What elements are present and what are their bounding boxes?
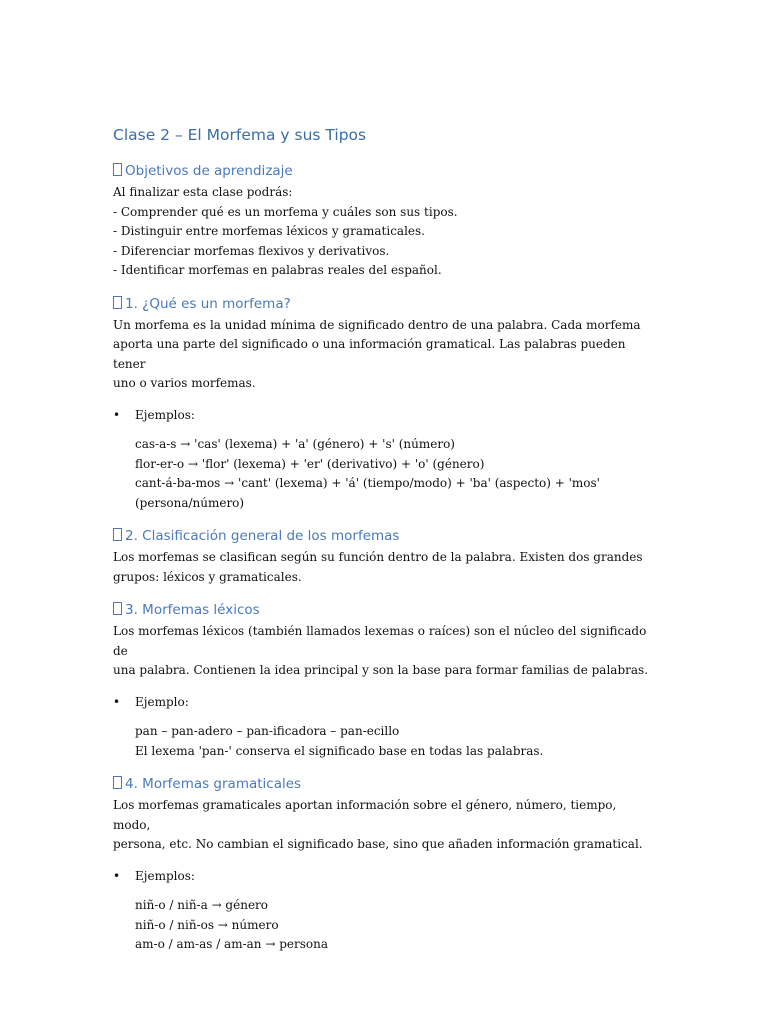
paragraph-line: grupos: léxicos y gramaticales. <box>113 569 302 584</box>
example-line: flor-er-o → 'flor' (lexema) + 'er' (derivativo) + 'o' (género) <box>135 456 485 471</box>
paragraph-line: Los morfemas gramaticales aportan información sobre el género, número, tiempo, modo, <box>113 798 617 832</box>
paragraph-line: persona, etc. No cambian el significado base, sino que añaden información gramatical. <box>113 837 643 851</box>
paragraph-line: - Identificar morfemas en palabras reales del español. <box>113 263 442 277</box>
bullet-item <box>113 693 653 713</box>
section-heading-text: Objetivos de aprendizaje <box>125 163 293 179</box>
example-block <box>135 896 653 955</box>
missing-glyph-icon <box>113 296 122 309</box>
page-title: Clase 2 – El Morfema y sus Tipos <box>113 126 367 144</box>
section-heading-text: 1. ¿Qué es un morfema? <box>125 295 291 312</box>
section-morfemas-lexicos <box>113 600 653 761</box>
bullet-icon: • <box>113 407 121 422</box>
section-heading <box>113 526 653 546</box>
bullet-item <box>113 406 653 426</box>
paragraph-line: - Comprender qué es un morfema y cuáles son sus tipos. <box>113 204 458 219</box>
section-heading <box>113 600 653 620</box>
paragraph-line: Los morfemas se clasifican según su función dentro de la palabra. Existen dos grandes <box>113 550 643 564</box>
paragraph-line: Los morfemas léxicos (también llamados lexemas o raíces) son el núcleo del significado de <box>113 624 647 658</box>
missing-glyph-icon <box>113 776 122 789</box>
bullet-icon: • <box>113 694 121 709</box>
example-line: El lexema 'pan-' conserva el significado base en todas las palabras. <box>135 743 544 758</box>
paragraph-line: - Diferenciar morfemas flexivos y derivativos. <box>113 243 390 258</box>
bullet-label: Ejemplos: <box>135 407 195 422</box>
missing-glyph-icon <box>113 602 122 615</box>
section-heading-text: 3. Morfemas léxicos <box>125 602 260 618</box>
example-line: am-o / am-as / am-an → persona <box>135 937 328 951</box>
document-page <box>113 124 653 968</box>
example-block <box>135 722 653 761</box>
section-morfemas-gramaticales <box>113 774 653 955</box>
paragraph-line: - Distinguir entre morfemas léxicos y gramaticales. <box>113 224 425 238</box>
bullet-label: Ejemplos: <box>135 868 195 883</box>
example-line: niñ-o / niñ-a → género <box>135 898 269 912</box>
paragraph-line: uno o varios morfemas. <box>113 376 256 390</box>
example-line: (persona/número) <box>135 495 245 510</box>
section-objetivos <box>113 161 653 281</box>
paragraph-line: una palabra. Contienen la idea principal y son la base para formar familias de palabras. <box>113 663 649 677</box>
paragraph-line: Al finalizar esta clase podrás: <box>113 185 293 199</box>
section-heading-text: 2. Clasificación general de los morfemas <box>125 528 400 544</box>
example-line: pan – pan-adero – pan-ificadora – pan-ecillo <box>135 724 400 738</box>
section-heading <box>113 161 653 181</box>
paragraph-line: Un morfema es la unidad mínima de significado dentro de una palabra. Cada morfema <box>113 317 641 332</box>
bullet-item <box>113 867 653 887</box>
paragraph-line: aporta una parte del significado o una información gramatical. Las palabras pueden tener <box>113 337 626 371</box>
section-que-es-morfema <box>113 294 653 514</box>
bullet-label: Ejemplo: <box>135 694 189 709</box>
missing-glyph-icon <box>113 528 122 541</box>
example-line: cas-a-s → 'cas' (lexema) + 'a' (género) + 's' (número) <box>135 437 455 451</box>
missing-glyph-icon <box>113 163 122 176</box>
section-heading <box>113 774 653 794</box>
bullet-icon: • <box>113 868 121 883</box>
section-heading-text: 4. Morfemas gramaticales <box>125 776 302 792</box>
example-line: niñ-o / niñ-os → número <box>135 917 279 932</box>
example-block <box>135 435 653 513</box>
section-clasificacion <box>113 526 653 587</box>
section-heading <box>113 294 653 314</box>
example-line: cant-á-ba-mos → 'cant' (lexema) + 'á' (tiempo/modo) + 'ba' (aspecto) + 'mos' <box>135 476 600 490</box>
